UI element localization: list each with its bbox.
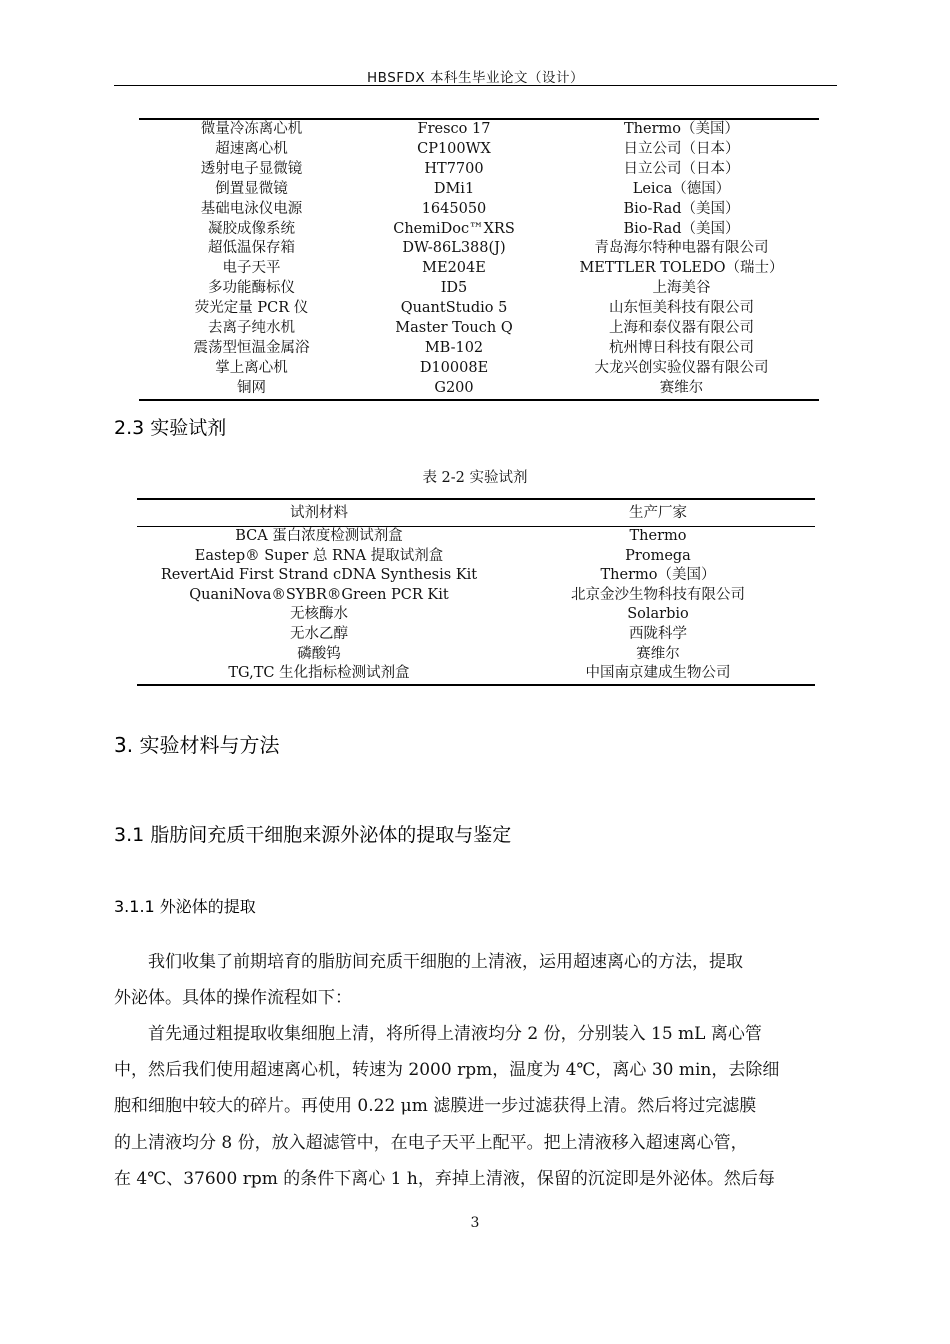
table-row bbox=[139, 200, 819, 220]
paragraph-line: 中，然后我们使用超速离心机，转速为 2000 rpm，温度为 4℃，离心 30 min，去除细 bbox=[114, 1060, 780, 1081]
header-divider bbox=[114, 85, 837, 86]
table-row bbox=[139, 339, 819, 359]
table-row bbox=[137, 664, 815, 685]
table-cell: Leica（德国） bbox=[632, 180, 731, 197]
paragraph-line: 在 4℃、37600 rpm 的条件下离心 1 h，弃掉上清液，保留的沉淀即是外泌体。然后每 bbox=[114, 1168, 775, 1189]
table-row bbox=[139, 319, 819, 339]
table-row bbox=[137, 645, 815, 665]
paragraph-line: 外泌体。具体的操作流程如下： bbox=[114, 988, 352, 1009]
table-cell: 中国南京建成生物公司 bbox=[585, 665, 731, 682]
table-cell: HT7700 bbox=[424, 160, 484, 177]
table-cell: G200 bbox=[434, 379, 474, 396]
table-cell: Promega bbox=[625, 547, 691, 564]
table-cell: 倒置显微镜 bbox=[215, 180, 288, 197]
table-cell: Thermo bbox=[629, 528, 687, 544]
table-caption: 表 2-2 实验试剂 bbox=[422, 470, 528, 486]
table-cell: 1645050 bbox=[421, 200, 487, 217]
table-cell: 山东恒美科技有限公司 bbox=[609, 300, 754, 317]
table-cell: 磷酸钨 bbox=[297, 645, 341, 662]
section-heading-3-1: 3.1 脂肪间充质干细胞来源外泌体的提取与鉴定 bbox=[114, 824, 512, 846]
table-cell: 超速离心机 bbox=[215, 140, 288, 157]
table-cell: METTLER TOLEDO（瑞士） bbox=[579, 260, 784, 277]
table-cell: 大龙兴创实验仪器有限公司 bbox=[594, 359, 769, 376]
equipment-table bbox=[139, 118, 819, 401]
table-row bbox=[139, 359, 819, 379]
table-row bbox=[139, 259, 819, 279]
table-cell: 透射电子显微镜 bbox=[200, 160, 303, 177]
table-cell: 无水乙醇 bbox=[290, 625, 348, 642]
table-cell: 荧光定量 PCR 仪 bbox=[194, 300, 309, 317]
table-cell: 震荡型恒温金属浴 bbox=[193, 339, 310, 356]
table-row bbox=[137, 547, 815, 567]
table-row bbox=[139, 379, 819, 400]
table-cell: 西陇科学 bbox=[629, 625, 687, 642]
table-cell: Eastep® Super 总 RNA 提取试剂盒 bbox=[194, 547, 444, 564]
table-row bbox=[137, 527, 815, 547]
table-cell: QuaniNova®SYBR®Green PCR Kit bbox=[189, 586, 449, 603]
table-cell: 去离子纯水机 bbox=[208, 320, 295, 337]
table-cell: Bio-Rad（美国） bbox=[623, 200, 740, 217]
table-cell: Bio-Rad（美国） bbox=[623, 220, 740, 237]
table-cell: 日立公司（日本） bbox=[623, 140, 740, 157]
table-row bbox=[139, 220, 819, 240]
table-cell: 无核酶水 bbox=[290, 606, 348, 623]
table-cell: BCA 蛋白浓度检测试剂盒 bbox=[235, 528, 403, 544]
table-cell: 北京金沙生物科技有限公司 bbox=[571, 586, 745, 603]
table-cell: 上海美谷 bbox=[652, 280, 711, 297]
table-row bbox=[139, 160, 819, 180]
paragraph-line: 胞和细胞中较大的碎片。再使用 0.22 μm 滤膜进一步过滤获得上清。然后将过完滤膜 bbox=[114, 1096, 757, 1117]
paragraph bbox=[114, 944, 837, 1016]
section-heading-2-3: 2.3 实验试剂 bbox=[114, 417, 227, 439]
table-cell: RevertAid First Strand cDNA Synthesis Kit bbox=[160, 567, 478, 584]
table-cell: TG,TC 生化指标检测试剂盒 bbox=[228, 665, 410, 682]
table-cell: ME204E bbox=[422, 260, 486, 277]
table-cell: 超低温保存箱 bbox=[208, 240, 295, 257]
table-cell: Solarbio bbox=[627, 606, 689, 623]
table-cell: 凝胶成像系统 bbox=[208, 220, 295, 237]
table-row bbox=[139, 140, 819, 160]
paragraph-line: 我们收集了前期培育的脂肪间充质干细胞的上清液，运用超速离心的方法，提取 bbox=[114, 952, 743, 972]
table-cell: 基础电泳仪电源 bbox=[200, 200, 303, 217]
paragraph bbox=[114, 1016, 837, 1197]
paragraph-line: 的上清液均分 8 份，放入超滤管中，在电子天平上配平。把上清液移入超速离心管， bbox=[114, 1132, 748, 1153]
table-row bbox=[139, 180, 819, 200]
table-header-row bbox=[137, 499, 815, 527]
table-cell: CP100WX bbox=[417, 140, 491, 157]
table-cell: DW-86L388(J) bbox=[402, 240, 506, 257]
table-cell: 掌上离心机 bbox=[215, 359, 288, 376]
table-cell: 铜网 bbox=[237, 379, 266, 396]
table-cell: ChemiDoc™XRS bbox=[393, 220, 515, 237]
table-cell: Fresco 17 bbox=[417, 121, 491, 137]
table-row bbox=[139, 279, 819, 299]
table-row bbox=[137, 605, 815, 625]
table-row bbox=[137, 586, 815, 606]
table-cell: 杭州博日科技有限公司 bbox=[609, 339, 754, 356]
table-cell: 上海和泰仪器有限公司 bbox=[609, 320, 754, 337]
table-cell: D10008E bbox=[419, 359, 489, 376]
table-cell: Thermo（美国） bbox=[600, 567, 716, 584]
table-row bbox=[139, 239, 819, 259]
table-cell: 多功能酶标仪 bbox=[208, 280, 295, 297]
table-cell: ID5 bbox=[440, 280, 468, 297]
column-header: 试剂材料 bbox=[137, 499, 501, 527]
table-row bbox=[137, 625, 815, 645]
table-cell: Master Touch Q bbox=[395, 320, 513, 337]
table-cell: 青岛海尔特种电器有限公司 bbox=[594, 240, 769, 257]
table-cell: 日立公司（日本） bbox=[623, 160, 740, 177]
reagent-table bbox=[137, 498, 815, 686]
column-header: 生产厂家 bbox=[501, 499, 815, 527]
page-number: 3 bbox=[470, 1215, 480, 1231]
table-cell: 赛维尔 bbox=[636, 645, 680, 662]
page-header: HBSFDX 本科生毕业论文（设计） bbox=[367, 70, 584, 86]
table-cell: Thermo（美国） bbox=[623, 121, 739, 137]
table-row bbox=[139, 119, 819, 140]
table-cell: QuantStudio 5 bbox=[400, 300, 508, 317]
section-heading-3-1-1: 3.1.1 外泌体的提取 bbox=[114, 897, 256, 916]
table-cell: DMi1 bbox=[433, 180, 475, 197]
table-cell: 赛维尔 bbox=[659, 379, 704, 396]
table-row bbox=[139, 299, 819, 319]
table-row bbox=[137, 566, 815, 586]
paragraph-line: 首先通过粗提取收集细胞上清，将所得上清液均分 2 份，分别装入 15 mL 离心管 bbox=[114, 1024, 762, 1044]
table-cell: 微量冷冻离心机 bbox=[200, 121, 303, 137]
section-heading-3: 3. 实验材料与方法 bbox=[114, 733, 280, 757]
table-cell: 电子天平 bbox=[222, 260, 281, 277]
table-cell: MB-102 bbox=[424, 339, 484, 356]
